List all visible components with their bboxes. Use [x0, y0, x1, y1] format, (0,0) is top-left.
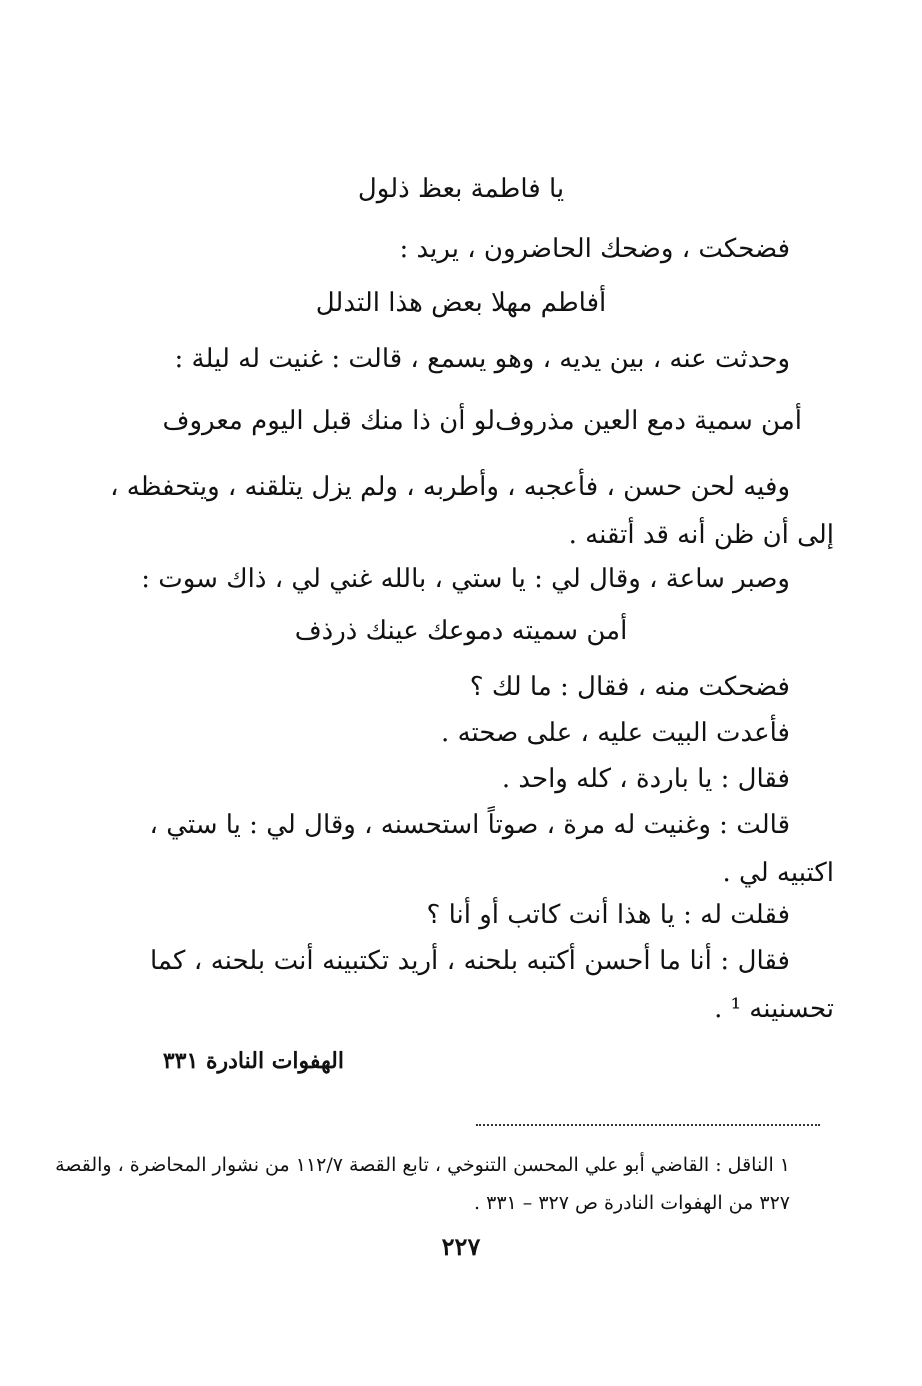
page-number: ٢٢٧ [441, 1232, 481, 1261]
verse-line-3: أفاطم مهلا بعض هذا التدلل [315, 288, 607, 318]
text-line-2: فضحكت ، وضحك الحاضرون ، يريد : [399, 234, 790, 264]
text-line-15: فقلت له : يا هذا أنت كاتب أو أنا ؟ [426, 900, 790, 930]
text-line-8: وصبر ساعة ، وقال لي : يا ستي ، بالله غني لي ، ذاك سوت : [141, 564, 790, 594]
text-line-6: وفيه لحن حسن ، فأعجبه ، وأطربه ، ولم يزل يتلقنه ، ويتحفظه ، [110, 472, 790, 502]
poem-couplet [162, 404, 802, 438]
footnote-line-1: ١ الناقل : القاضي أبو علي المحسن التنوخي ، تابع القصة ١١٢/٧ من نشوار المحاضرة ، والقصة [55, 1154, 790, 1176]
verse-line-1: يا فاطمة بعظ ذلول [357, 174, 565, 204]
text-line-14: اكتبيه لي . [722, 858, 834, 888]
text-line-7: إلى أن ظن أنه قد أتقنه . [568, 520, 834, 550]
poem-hemistich-second: لو أن ذا منك قبل اليوم معروف [162, 406, 496, 436]
text-line-12: فقال : يا باردة ، كله واحد . [501, 764, 790, 794]
footnote-line-2: ٣٢٧ من الهفوات النادرة ص ٣٢٧ – ٣٣١ . [474, 1192, 790, 1214]
text-line-13: قالت : وغنيت له مرة ، صوتاً استحسنه ، وقال لي : يا ستي ، [149, 810, 790, 840]
verse-line-9: أمن سميته دموعك عينك ذرذف [294, 616, 628, 646]
text-line-4: وحدثت عنه ، بين يديه ، وهو يسمع ، قالت : غنيت له ليلة : [174, 344, 790, 374]
text-line-10: فضحكت منه ، فقال : ما لك ؟ [469, 672, 790, 702]
source-heading: الهفوات النادرة ٣٣١ [162, 1048, 344, 1074]
text-line-11: فأعدت البيت عليه ، على صحته . [441, 718, 790, 748]
footnote-separator [476, 1124, 820, 1126]
text-line-17: تحسنينه ¹ . [714, 994, 834, 1024]
poem-hemistich-first: أمن سمية دمع العين مذروف [495, 406, 802, 436]
text-line-16: فقال : أنا ما أحسن أكتبه بلحنه ، أريد تكتبينه أنت بلحنه ، كما [150, 946, 790, 976]
